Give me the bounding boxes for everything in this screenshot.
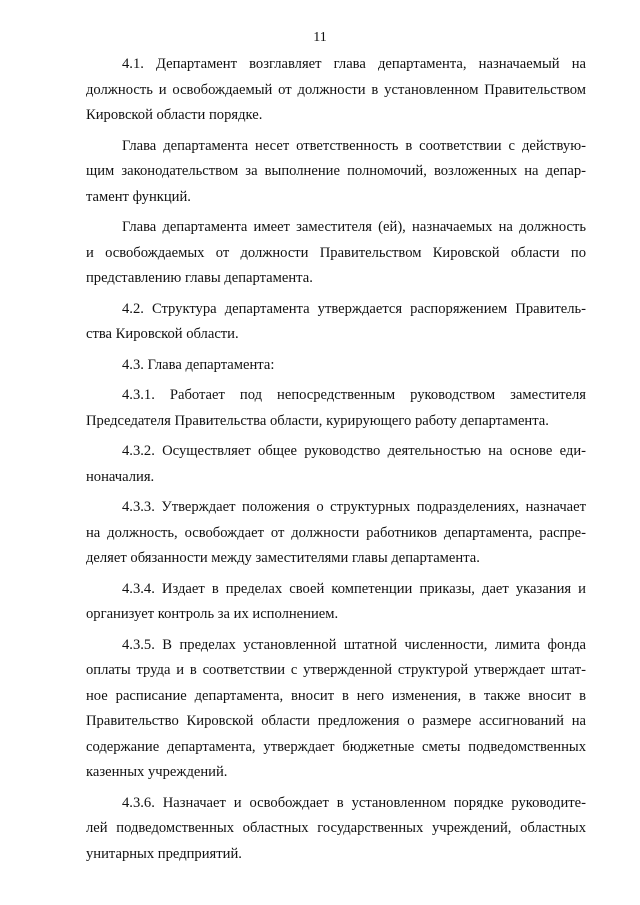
paragraph: [86, 134, 586, 211]
text-line: лей подведомственных областных государственных учреждений, областных: [86, 820, 586, 836]
page-number: 11: [313, 30, 327, 45]
text-line: Кировской области порядке.: [86, 107, 263, 123]
text-line: 4.2. Структура департамента утверждается распоряжением Правитель-: [122, 300, 586, 317]
text-line: содержание департамента, утверждает бюджетные сметы подведомственных: [86, 738, 586, 755]
text-line: Глава департамента имеет заместителя (ей), назначаемых на должность: [122, 219, 586, 235]
text-line: деляет обязанности между заместителями главы департамента.: [86, 550, 480, 566]
text-line: Глава департамента несет ответственность в соответствии с действую-: [122, 137, 586, 154]
text-line: представлению главы департамента.: [86, 270, 313, 286]
text-line: ноначалия.: [86, 468, 155, 485]
text-line: 4.3.6. Назначает и освобождает в установленном порядке руководите-: [122, 794, 586, 811]
text-line: и освобождаемых от должности Правительством Кировской области по: [86, 244, 586, 261]
document-body: [86, 52, 586, 867]
text-line: ное расписание департамента, вносит в него изменения, в также вносит в: [86, 687, 586, 704]
text-line: унитарных предприятий.: [86, 845, 242, 862]
text-line: 4.3.2. Осуществляет общее руководство деятельностью на основе еди-: [122, 443, 586, 459]
paragraph: [86, 52, 586, 129]
text-line: казенных учреждений.: [86, 764, 228, 780]
text-line: ства Кировской области.: [86, 326, 239, 342]
paragraph: [86, 495, 586, 572]
text-line: Председателя Правительства области, курирующего работу департамента.: [86, 412, 549, 429]
paragraph: [86, 297, 586, 348]
text-line: 4.3.4. Издает в пределах своей компетенции приказы, дает указания и: [122, 580, 586, 597]
text-line: 4.1. Департамент возглавляет глава департамента, назначаемый на: [122, 56, 586, 72]
text-line: 4.3.1. Работает под непосредственным руководством заместителя: [122, 387, 586, 403]
paragraph: [86, 791, 586, 868]
paragraph: [86, 215, 586, 292]
text-line: Правительство Кировской области предложения о размере ассигнований на: [86, 713, 586, 729]
paragraph: [86, 383, 586, 434]
text-line: должность и освобождаемый от должности в установленном Правительством: [86, 81, 586, 98]
paragraph: [86, 633, 586, 786]
text-line: тамент функций.: [86, 188, 191, 205]
text-line: 4.3.5. В пределах установленной штатной численности, лимита фонда: [122, 636, 586, 653]
text-line: на должность, освобождает от должности работников департамента, распре-: [86, 524, 586, 541]
text-line: организует контроль за их исполнением.: [86, 606, 339, 622]
paragraph: [86, 353, 586, 379]
text-line: 4.3.3. Утверждает положения о структурных подразделениях, назначает: [122, 499, 586, 515]
text-line: щим законодательством за выполнение полномочий, возложенных на депар-: [86, 163, 586, 179]
paragraph: [86, 577, 586, 628]
text-line: оплаты труда и в соответствии с утвержденной структурой утверждает штат-: [86, 662, 586, 678]
text-line: 4.3. Глава департамента:: [122, 356, 275, 373]
paragraph: [86, 439, 586, 490]
